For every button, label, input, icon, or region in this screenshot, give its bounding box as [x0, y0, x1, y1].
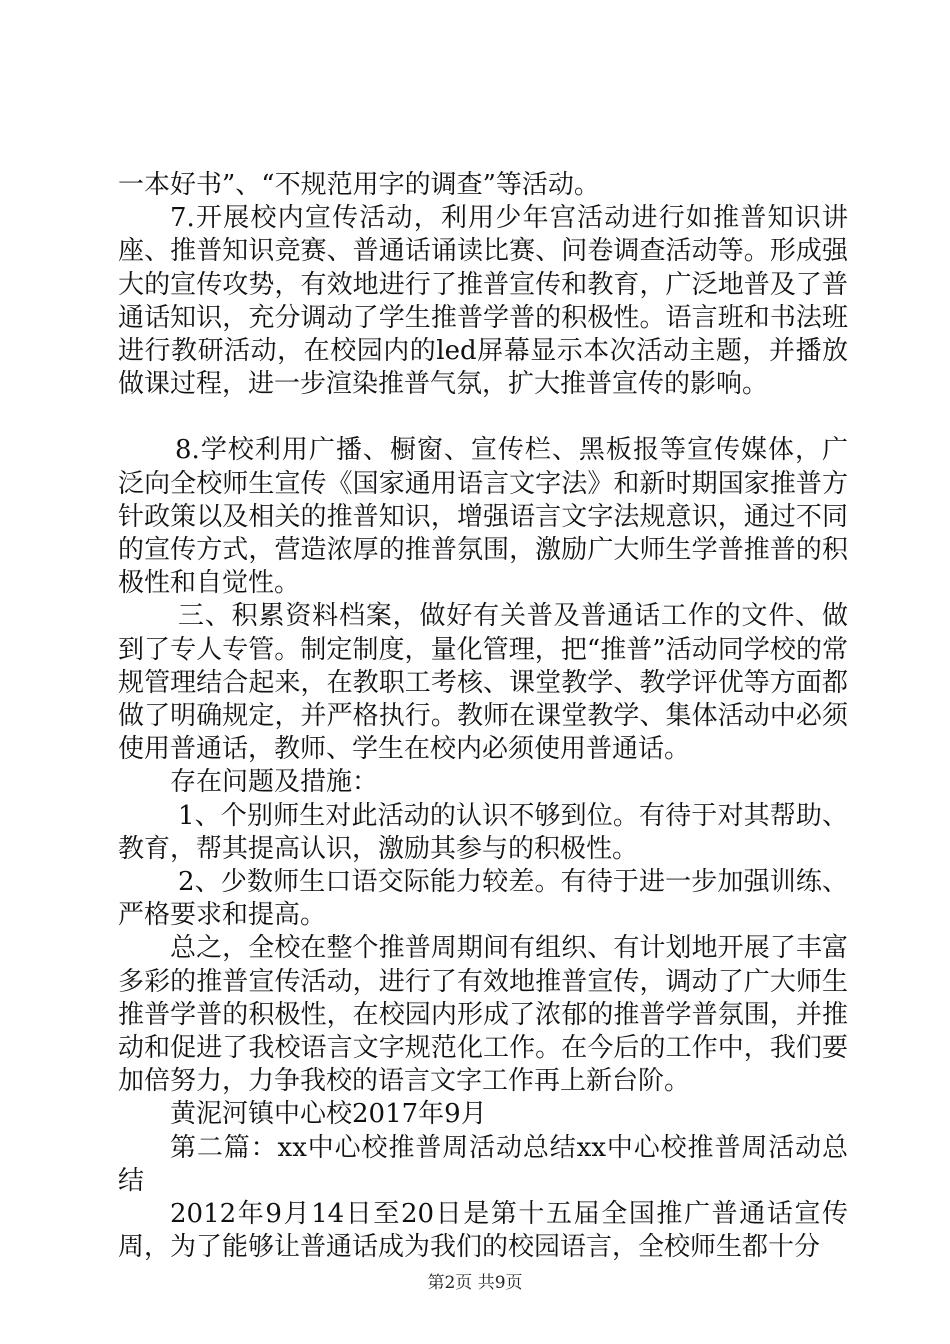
paragraph: 三、积累资料档案，做好有关普及普通话工作的文件、做到了专人专管。制定制度，量化管理，把“推普”活动同学校的常规管理结合起来，在教职工考核、课堂教学、教学评优等方面都做了明确规定，并严格执行。教师在课堂教学、集体活动中必须使用普通话，教师、学生在校内必须使用普通话。	[118, 601, 848, 765]
document-body	[118, 169, 848, 1265]
paragraph: 存在问题及措施：	[170, 767, 379, 798]
section-heading: 第二篇：xx中心校推普周活动总结xx中心校推普周活动总结	[118, 1132, 848, 1196]
signature-line: 黄泥河镇中心校2017年9月	[170, 1099, 487, 1130]
paragraph: 1、个别师生对此活动的认识不够到位。有待于对其帮助、教育，帮其提高认识，激励其参与的积极性。	[118, 800, 848, 864]
page-footer: 第2页 共9页	[427, 1273, 523, 1293]
paragraph: 2012年9月14日至20日是第十五届全国推广普通话宣传周，为了能够让普通话成为我们的校园语言，全校师生都十分	[118, 1199, 848, 1263]
paragraph: 2、少数师生口语交际能力较差。有待于进一步加强训练、严格要求和提高。	[118, 867, 848, 931]
paragraph: 一本好书”、“不规范用字的调查”等活动。	[118, 170, 600, 200]
paragraph-gap	[118, 401, 848, 434]
paragraph: 总之，全校在整个推普周期间有组织、有计划地开展了丰富多彩的推普宣传活动，进行了有效地推普宣传，调动了广大师生推普学普的积极性，在校园内形成了浓郁的推普学普氛围，并推动和促进了我校语言文字规范化工作。在今后的工作中，我们要加倍努力，力争我校的语言文字工作再上新台阶。	[118, 933, 848, 1097]
paragraph: 7.开展校内宣传活动，利用少年宫活动进行如推普知识讲座、推普知识竞赛、普通话诵读比赛、问卷调查活动等。形成强大的宣传攻势，有效地进行了推普宣传和教育，广泛地普及了普通话知识，充分调动了学生推普学普的积极性。语言班和书法班进行教研活动，在校园内的led屏幕显示本次活动主题，并播放做课过程，进一步渲染推普气氛，扩大推普宣传的影响。	[118, 203, 848, 400]
paragraph: 8.学校利用广播、橱窗、宣传栏、黑板报等宣传媒体，广泛向全校师生宣传《国家通用语言文字法》和新时期国家推普方针政策以及相关的推普知识，增强语言文字法规意识，通过不同的宣传方式，营造浓厚的推普氛围，激励广大师生学普推普的积极性和自觉性。	[118, 435, 848, 599]
